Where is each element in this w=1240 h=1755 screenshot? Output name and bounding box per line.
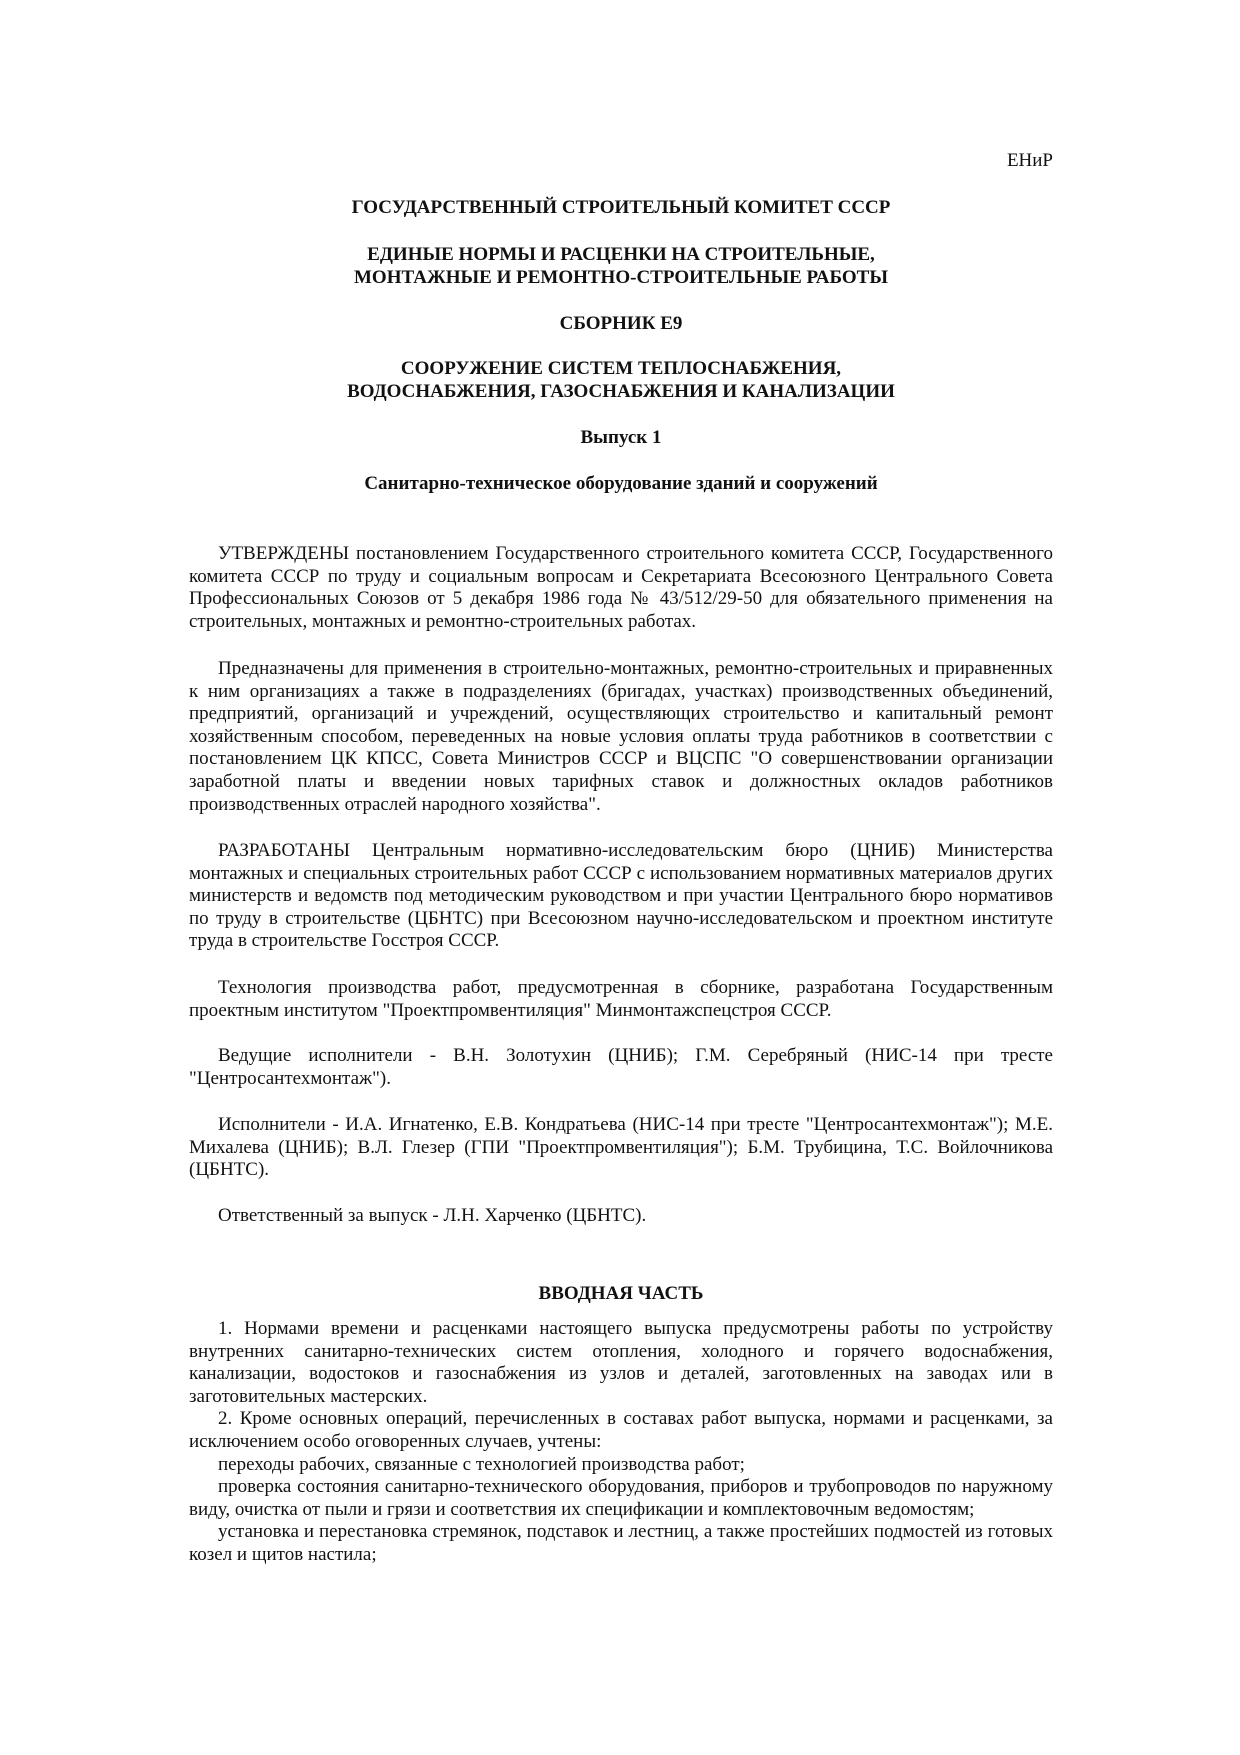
norms-heading-line1: ЕДИНЫЕ НОРМЫ И РАСЦЕНКИ НА СТРОИТЕЛЬНЫЕ, [367,244,875,265]
norms-heading-line2: МОНТАЖНЫЕ И РЕМОНТНО-СТРОИТЕЛЬНЫЕ РАБОТЫ [354,266,888,288]
lead-executors-paragraph: Ведущие исполнители - В.Н. Золотухин (ЦНИБ); Г.М. Серебряный (НИС-14 при тресте "Центросантехмонтаж"). [189,1045,1053,1089]
intro-paragraph: переходы рабочих, связанные с технологией производства работ; [218,1453,745,1475]
developed-paragraph: РАЗРАБОТАНЫ Центральным нормативно-исследовательским бюро (ЦНИБ) Министерства монтажных и специальных строительных работ СССР с использованием нормативных материалов других министерств и ведомств под методическим руководством и при участии Центрального бюро нормативов по труду в строительстве (ЦБНТС) при Всесоюзном научно-исследовательском и проектном институте труда в строительстве Госстроя СССР. [189,840,1053,952]
executors-paragraph: Исполнители - И.А. Игнатенко, Е.В. Кондратьева (НИС-14 при тресте "Центросантехмонтаж"); М.Е. Михалева (ЦНИБ); В.Л. Глезер (ГПИ "Проектпромвентиляция"); Б.М. Трубицина, Т.С. Войлочникова (ЦБНТС). [189,1114,1053,1181]
intro-paragraph: 1. Нормами времени и расценками настоящего выпуска предусмотрены работы по устройству внутренних санитарно-технических систем отопления, холодного и горячего водоснабжения, канализации, водостоков и газоснабжения из узлов и деталей, заготовленных на заводах или в заготовительных мастерских. [189,1318,1053,1407]
responsible-paragraph: Ответственный за выпуск - Л.Н. Харченко (ЦБНТС). [218,1205,647,1226]
intro-paragraph: установка и перестановка стремянок, подставок и лестниц, а также простейших подмостей из готовых козел и щитов настила; [189,1521,1053,1565]
committee-heading: ГОСУДАРСТВЕННЫЙ СТРОИТЕЛЬНЫЙ КОМИТЕТ СССР [351,197,891,218]
approved-paragraph: УТВЕРЖДЕНЫ постановлением Государственного строительного комитета СССР, Государственного комитета СССР по труду и социальным вопросам и Секретариата Всесоюзного Центрального Совета Профессиональных Союзов от 5 декабря 1986 года № 43/512/29-50 для обязательного применения на строительных, монтажных и ремонтно-строительных работах. [189,543,1053,632]
collection-heading: СБОРНИК Е9 [559,313,683,334]
systems-heading-line2: ВОДОСНАБЖЕНИЯ, ГАЗОСНАБЖЕНИЯ И КАНАЛИЗАЦИИ [347,380,895,402]
intro-body [189,1318,1053,1567]
systems-heading [189,358,1053,403]
intro-heading: ВВОДНАЯ ЧАСТЬ [538,1283,704,1304]
intro-paragraph: проверка состояния санитарно-технического оборудования, приборов и трубопроводов по наружному виду, очистка от пыли и грязи и соответствия их спецификации и комплектовочным ведомостям; [189,1476,1053,1520]
document-code-label: ЕНиР [1006,150,1053,171]
systems-heading-line1: СООРУЖЕНИЕ СИСТЕМ ТЕПЛОСНАБЖЕНИЯ, [400,358,842,379]
norms-heading [189,244,1053,289]
technology-paragraph: Технология производства работ, предусмотренная в сборнике, разработана Государственным проектным институтом "Проектпромвентиляция" Минмонтажспецстроя СССР. [189,977,1053,1021]
intro-paragraph: 2. Кроме основных операций, перечисленных в составах работ выпуска, нормами и расценками, за исключением особо оговоренных случаев, учтены: [189,1408,1053,1452]
issue-heading: Выпуск 1 [580,427,662,448]
subtitle-heading: Санитарно-техническое оборудование зданий и сооружений [364,473,878,494]
intended-paragraph: Предназначены для применения в строительно-монтажных, ремонтно-строительных и приравненных к ним организациях а также в подразделениях (бригадах, участках) производственных объединений, предприятий, организаций и учреждений, осуществляющих строительство и капитальный ремонт хозяйственным способом, переведенных на новые условия оплаты труда работников в соответствии с постановлением ЦК КПСС, Совета Министров СССР и ВЦСПС "О совершенствовании организации заработной платы и введении новых тарифных ставок и должностных окладов работников производственных отраслей народного хозяйства". [189,658,1053,815]
